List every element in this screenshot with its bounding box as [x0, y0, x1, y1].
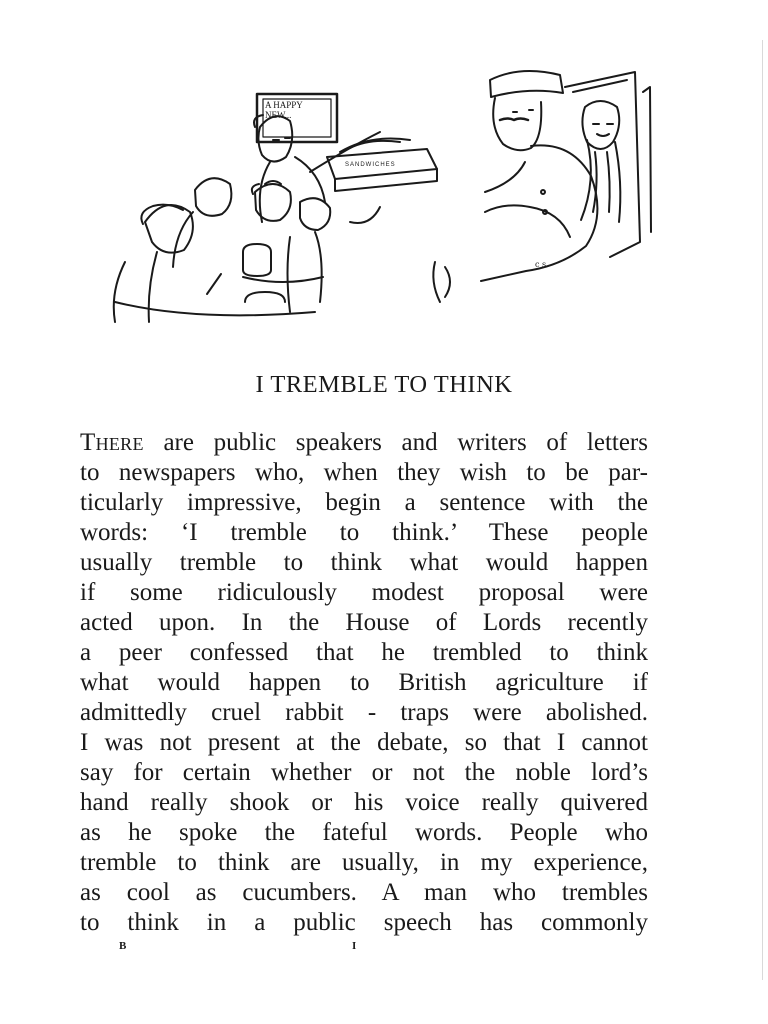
text-line: words: ‘I tremble to think.’ These people — [80, 519, 648, 546]
page-number: I — [352, 940, 357, 952]
text-line-rest: are public speakers and writers of letters — [143, 429, 648, 456]
text-line: as cool as cucumbers. A man who trembles — [80, 879, 648, 906]
text-line: to think in a public speech has commonly — [80, 909, 648, 936]
text-line: to newspapers who, when they wish to be par- — [80, 459, 648, 486]
wall-sign-text: A HAPPY NEW... — [265, 100, 303, 120]
text-line: as he spoke the fateful words. People who — [80, 819, 648, 846]
body-text — [80, 428, 648, 938]
children-group — [114, 178, 380, 322]
opening-word: There — [80, 429, 144, 456]
chapter-title: I TREMBLE TO THINK — [255, 371, 513, 398]
signature-mark: B — [119, 940, 127, 952]
box-label-text: SANDWICHES — [345, 162, 396, 168]
framed-portrait — [565, 72, 651, 257]
seated-woman — [254, 115, 380, 222]
page-edge-divider — [762, 40, 763, 980]
chapter-illustration — [95, 62, 660, 332]
svg-text:c s: c s — [535, 260, 547, 269]
text-line: tremble to think are usually, in my experience, — [80, 849, 648, 876]
table-items — [115, 244, 323, 315]
text-line: what would happen to British agriculture if — [80, 669, 648, 696]
text-line: admittedly cruel rabbit - traps were abolished. — [80, 699, 648, 726]
text-line: say for certain whether or not the noble lord’s — [80, 759, 648, 786]
text-line: usually tremble to think what would happen — [80, 549, 648, 576]
text-line — [80, 428, 648, 458]
text-line: ticularly impressive, begin a sentence with the — [80, 489, 648, 516]
text-line: acted upon. In the House of Lords recently — [80, 609, 648, 636]
uniformed-man — [433, 71, 597, 302]
text-line: if some ridiculously modest proposal were — [80, 579, 648, 606]
text-line: hand really shook or his voice really quivered — [80, 789, 648, 816]
text-line: a peer confessed that he trembled to think — [80, 639, 648, 666]
text-line: I was not present at the debate, so that I cannot — [80, 729, 648, 756]
